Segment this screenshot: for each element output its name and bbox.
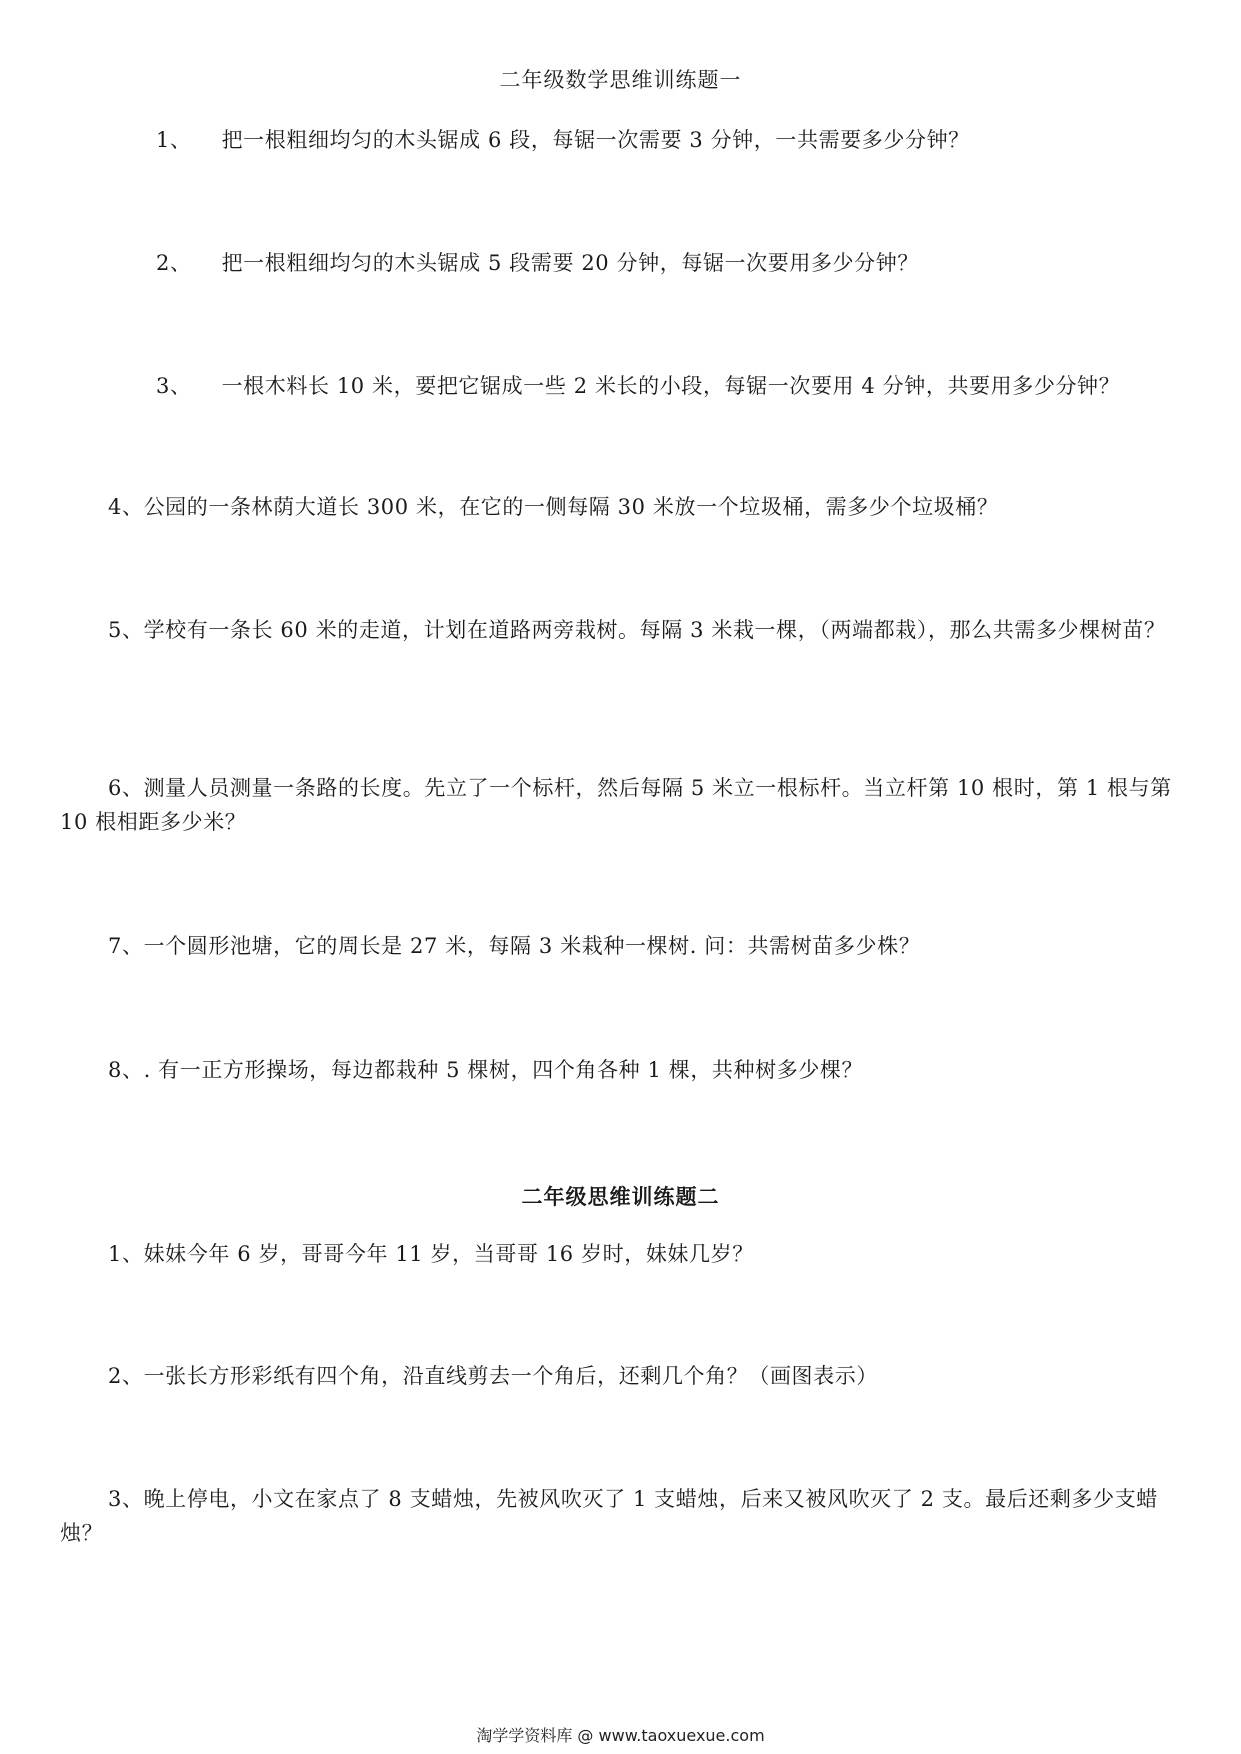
- question-number: 4、: [108, 495, 144, 519]
- question-1-8: [60, 1053, 1190, 1087]
- question-number: 3、: [156, 374, 192, 398]
- question-text: 妹妹今年 6 岁，哥哥今年 11 岁，当哥哥 16 岁时，妹妹几岁？: [143, 1242, 754, 1266]
- question-text: 一根木料长 10 米，要把它锯成一些 2 米长的小段，每锯一次要用 4 分钟，共要用多少分钟？: [221, 374, 1121, 398]
- question-number: 1、: [108, 1242, 144, 1266]
- question-1-1: [60, 123, 1190, 157]
- question-1-6: [60, 771, 1190, 839]
- question-text: 晚上停电，小文在家点了 8 支蜡烛，先被风吹灭了 1 支蜡烛，后来又被风吹灭了 2 支。最后还剩多少支蜡烛？: [60, 1487, 1158, 1545]
- question-number: 3、: [108, 1487, 144, 1511]
- question-number: 5、: [108, 618, 144, 642]
- question-1-2: [60, 246, 1190, 280]
- question-1-3: [60, 369, 1190, 403]
- question-1-5: [60, 613, 1190, 647]
- question-text: 一张长方形彩纸有四个角，沿直线剪去一个角后，还剩几个角？（画图表示）: [143, 1364, 878, 1388]
- question-text: 把一根粗细均匀的木头锯成 5 段需要 20 分钟，每锯一次要用多少分钟？: [221, 251, 919, 275]
- question-2-3: [60, 1482, 1190, 1550]
- question-text: . 有一正方形操场，每边都栽种 5 棵树，四个角各种 1 棵，共种树多少棵？: [143, 1058, 864, 1082]
- section-1-title: 二年级数学思维训练题一: [499, 68, 742, 92]
- question-number: 2、: [108, 1364, 144, 1388]
- question-text: 学校有一条长 60 米的走道，计划在道路两旁栽树。每隔 3 米栽一棵，（两端都栽），那么共需多少棵树苗？: [143, 618, 1166, 642]
- footer-watermark: 淘学学资料库 @ www.taoxuexue.com: [476, 1726, 765, 1745]
- question-text: 测量人员测量一条路的长度。先立了一个标杆，然后每隔 5 米立一根标杆。当立杆第 10 根时，第 1 根与第 10 根相距多少米？: [60, 776, 1172, 834]
- question-2-1: [60, 1237, 1190, 1271]
- question-number: 1、: [156, 128, 192, 152]
- question-number: 7、: [108, 934, 144, 958]
- question-text: 把一根粗细均匀的木头锯成 6 段，每锯一次需要 3 分钟，一共需要多少分钟？: [221, 128, 970, 152]
- question-text: 一个圆形池塘，它的周长是 27 米，每隔 3 米栽种一棵树. 问：共需树苗多少株？: [143, 934, 921, 958]
- question-number: 6、: [108, 776, 144, 800]
- question-text: 公园的一条林荫大道长 300 米，在它的一侧每隔 30 米放一个垃圾桶，需多少个垃圾桶？: [143, 495, 999, 519]
- section-2-title: 二年级思维训练题二: [521, 1185, 720, 1209]
- question-number: 2、: [156, 251, 192, 275]
- question-1-7: [60, 929, 1190, 963]
- question-1-4: [60, 490, 1190, 524]
- question-number: 8、: [108, 1058, 144, 1082]
- question-2-2: [60, 1359, 1190, 1393]
